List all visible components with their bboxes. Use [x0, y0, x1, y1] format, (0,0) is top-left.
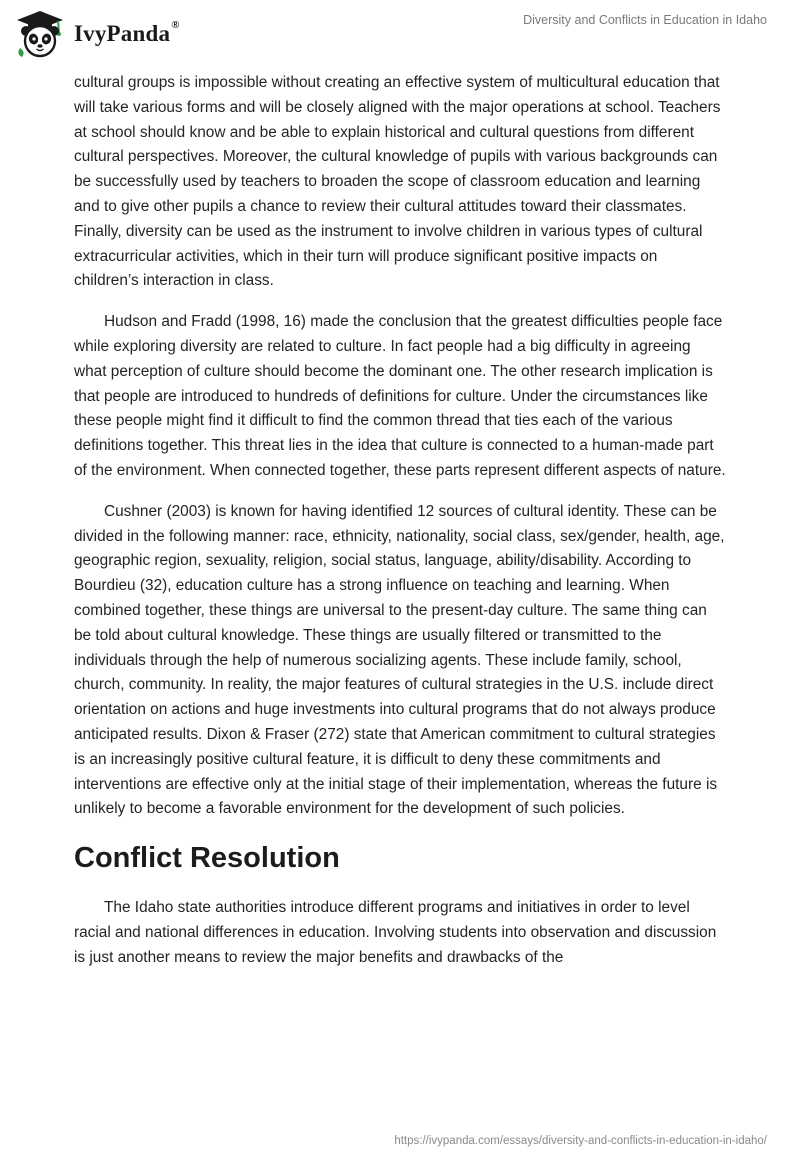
registered-mark: ® — [171, 19, 180, 31]
paragraph-continuation: cultural groups is impossible without creating an effective system of multicultural education that will take various forms and will be closely aligned with the major operations at school. Teachers at school should know and be able to explain historical and cultural questions from different cultural perspectives. Moreover, the cultural knowledge of pupils with various backgrounds can be successfully used by teachers to broaden the scope of classroom education and learning and to give other pupils a chance to review their cultural attitudes toward their classmates. Finally, diversity can be used as the instrument to involve children in various types of cultural extracurricular activities, which in their turn will produce significant positive impacts on children’s interaction in class. — [74, 74, 721, 290]
essay-body — [74, 71, 726, 987]
source-url[interactable]: https://ivypanda.com/essays/diversity-and-conflicts-in-education-in-idaho/ — [394, 1135, 767, 1147]
paragraph-idaho-programs: The Idaho state authorities introduce different programs and initiatives in order to level racial and national differences in education. Involving students into observation and discussion is just another means to review the major benefits and drawbacks of the — [74, 899, 717, 966]
section-heading-conflict-resolution: Conflict Resolution — [74, 842, 340, 875]
panda-graduate-icon — [14, 8, 66, 60]
page-header — [0, 0, 800, 66]
paragraph-hudson-fradd: Hudson and Fradd (1998, 16) made the conclusion that the greatest difficulties people face while exploring diversity are related to culture. In fact people had a big difficulty in agreeing what perception of culture should become the dominant one. The other research implication is that people are introduced to hundreds of definitions for culture. Under the circumstances like these people might find it difficult to find the common thread that ties each of the various definitions together. This threat lies in the idea that culture is connected to a human-made part of the environment. When connected together, these parts represent different aspects of nature. — [74, 313, 726, 479]
ivypanda-logo[interactable] — [14, 8, 180, 60]
logo-wordmark: IvyPanda® — [74, 19, 180, 46]
paragraph-cushner: Cushner (2003) is known for having identified 12 sources of cultural identity. These can be divided in the following manner: race, ethnicity, nationality, social class, sex/gender, health, age, geographic region, sexuality, religion, social status, language, ability/disability. According to Bourdieu (32), education culture has a strong influence on teaching and learning. When combined together, these things are universal to the present-day culture. The same thing can be told about cultural knowledge. These things are usually filtered or transmitted to the individuals through the help of numerous socializing agents. These include family, school, church, community. In reality, the major features of cultural strategies in the U.S. include direct orientation on actions and huge investments into cultural programs that do not always produce anticipated results. Dixon & Fraser (272) state that American commitment to cultural strategies is an increasingly positive cultural feature, it is difficult to deny these commitments and interventions are effective only at the initial stage of their implementation, whereas the future is unlikely to become a favorable environment for the development of such policies. — [74, 502, 725, 818]
document-title: Diversity and Conflicts in Education in Idaho — [523, 13, 767, 27]
